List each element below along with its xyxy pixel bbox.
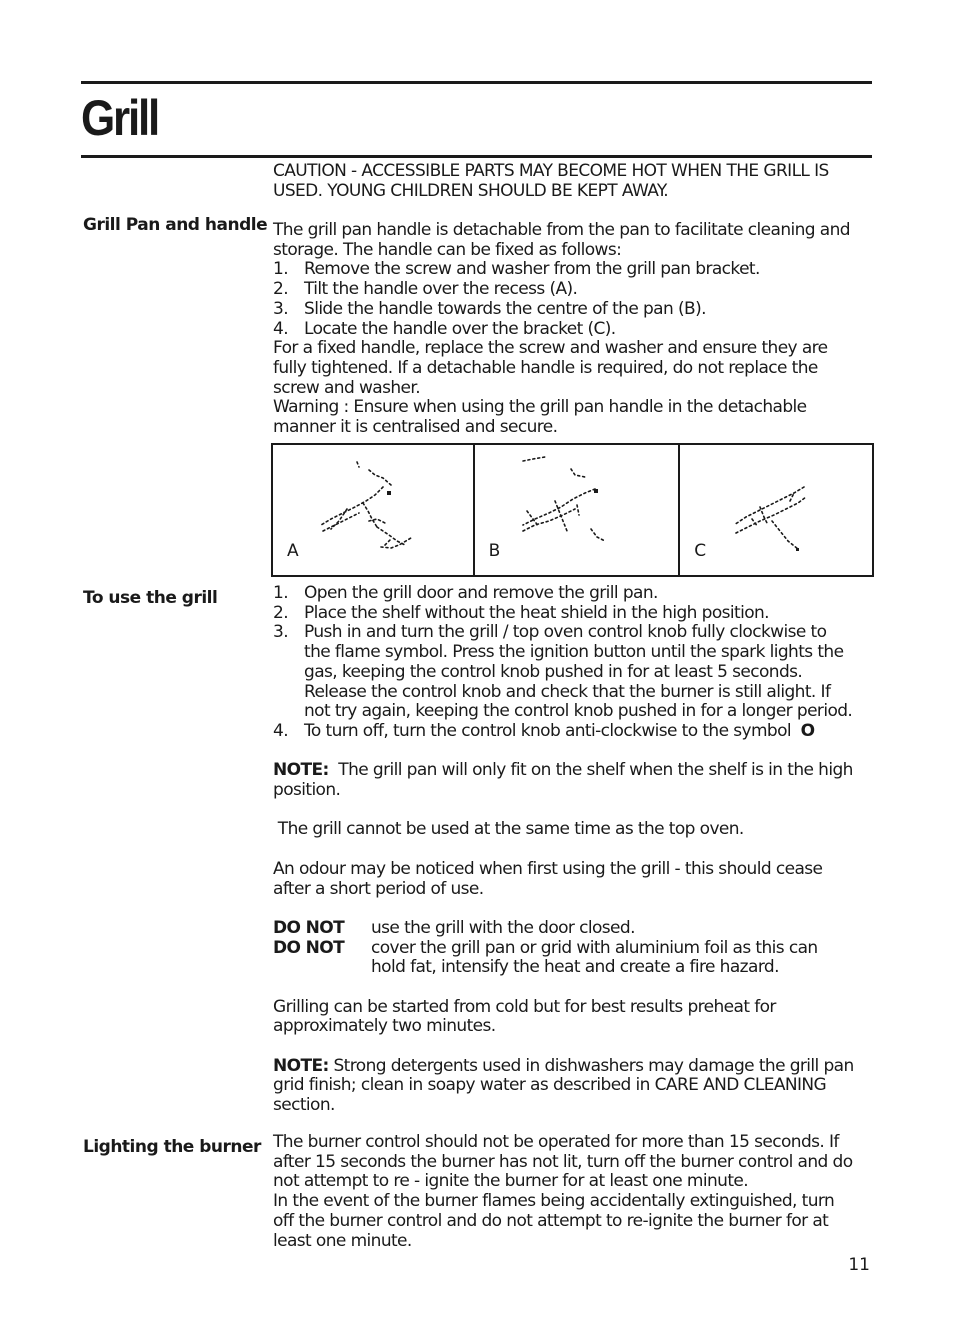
figure-c [678, 445, 872, 575]
intro-line: The grill pan handle is detachable from the pan to facilitate cleaning and [273, 220, 850, 240]
warning-line: Warning : Ensure when using the grill pan handle in the detachable [273, 397, 807, 418]
figure-label: C [694, 541, 707, 561]
list-text: Tilt the handle over the recess (A). [304, 279, 578, 300]
list-number: 1. [273, 583, 289, 603]
lighting-section [273, 1133, 873, 1251]
list-item [273, 320, 873, 340]
do-not-text: use the grill with the door closed. [371, 917, 635, 938]
section-heading-lighting: Lighting the burner [83, 1137, 261, 1157]
list-text: gas, keeping the control knob pushed in for at least 5 seconds. [304, 661, 803, 682]
list-number: 1. [273, 259, 289, 280]
list-text: Open the grill door and remove the grill pan. [304, 583, 658, 603]
list-number: 3. [273, 622, 289, 643]
list-number: 3. [273, 298, 289, 319]
lighting-text: In the event of the burner flames being accidentally extinguished, turn [273, 1191, 835, 1212]
note-label: NOTE: [273, 760, 329, 781]
grill-pan-section [273, 221, 873, 438]
figure-label: B [488, 541, 501, 561]
list-item [273, 722, 873, 742]
list-text: Slide the handle towards the centre of the pan (B). [304, 298, 706, 319]
lighting-text: after 15 seconds the burner has not lit, turn off the burner control and do [273, 1151, 853, 1172]
list-number: 4. [273, 318, 289, 339]
odour-text: An odour may be noticed when first using the grill - this should cease [273, 858, 823, 879]
caution-block [273, 162, 873, 201]
list-text: Push in and turn the grill / top oven control knob fully clockwise to [304, 622, 827, 643]
list-item [273, 280, 873, 300]
list-item [273, 300, 873, 320]
list-number: 2. [273, 602, 289, 623]
intro-line: storage. The handle can be fixed as follows: [273, 239, 622, 260]
section-heading-grill-pan: Grill Pan and handle [83, 215, 268, 235]
use-grill-section [273, 584, 873, 1116]
note-label: NOTE: [273, 1055, 329, 1076]
list-text: the flame symbol. Press the ignition button until the spark lights the [304, 642, 844, 663]
fixed-line: For a fixed handle, replace the screw and washer and ensure they are [273, 338, 828, 359]
page-title: Grill [81, 90, 159, 146]
preheat-text: approximately two minutes. [273, 1016, 496, 1037]
do-not-item [273, 919, 873, 939]
note-text: section. [273, 1095, 335, 1116]
top-rule [81, 81, 872, 84]
list-text: Release the control knob and check that the burner is still alight. If [304, 681, 831, 702]
figure-label: A [287, 541, 299, 561]
note-text: position. [273, 780, 341, 801]
grill-pan-handle-slide-diagram-icon [475, 445, 680, 575]
list-text: not try again, keeping the control knob pushed in for a longer period. [304, 701, 853, 722]
figure-b [473, 445, 679, 575]
handle-figure-strip [271, 443, 874, 577]
note-text: grid finish; clean in soapy water as described in CARE AND CLEANING [273, 1075, 827, 1096]
list-item [273, 260, 873, 280]
grill-pan-handle-tilt-diagram-icon [273, 445, 474, 575]
list-text: To turn off, turn the control knob anti-clockwise to the symbol [304, 720, 801, 741]
list-item [273, 584, 873, 604]
preheat-text: Grilling can be started from cold but for best results preheat for [273, 996, 776, 1017]
lighting-text: least one minute. [273, 1230, 412, 1251]
list-number: 2. [273, 279, 289, 300]
do-not-text: hold fat, intensify the heat and create a fire hazard. [371, 957, 779, 978]
figure-a [273, 445, 473, 575]
fixed-line: fully tightened. If a detachable handle is required, do not replace the [273, 357, 818, 378]
do-not-label: DO NOT [273, 917, 345, 938]
section-heading-use-grill: To use the grill [83, 588, 218, 608]
list-text: Locate the handle over the bracket (C). [304, 318, 616, 339]
page-number: 11 [848, 1255, 870, 1275]
lighting-text: not attempt to re - ignite the burner for at least one minute. [273, 1171, 749, 1192]
title-underline [81, 155, 872, 158]
fixed-line: screw and washer. [273, 377, 421, 398]
lighting-text: The burner control should not be operated for more than 15 seconds. If [273, 1132, 839, 1152]
top-oven-text: The grill cannot be used at the same time as the top oven. [273, 819, 744, 840]
list-item [273, 623, 873, 722]
note-text: The grill pan will only fit on the shelf when the shelf is in the high [328, 760, 853, 781]
odour-text: after a short period of use. [273, 878, 484, 899]
do-not-item [273, 939, 873, 978]
list-text: Remove the screw and washer from the grill pan bracket. [304, 259, 760, 280]
do-not-text: cover the grill pan or grid with aluminium foil as this can [371, 937, 818, 958]
caution-line: USED. YOUNG CHILDREN SHOULD BE KEPT AWAY. [273, 180, 669, 201]
caution-line: CAUTION - ACCESSIBLE PARTS MAY BECOME HOT WHEN THE GRILL IS [273, 161, 829, 181]
list-number: 4. [273, 720, 289, 741]
lighting-text: off the burner control and do not attempt to re-ignite the burner for at [273, 1210, 829, 1231]
grill-pan-handle-locate-diagram-icon [680, 445, 873, 575]
do-not-label: DO NOT [273, 937, 345, 958]
off-symbol: O [800, 720, 815, 741]
note-text: Strong detergents used in dishwashers may damage the grill pan [328, 1055, 854, 1076]
warning-line: manner it is centralised and secure. [273, 417, 558, 438]
list-item [273, 604, 873, 624]
list-text: Place the shelf without the heat shield in the high position. [304, 602, 769, 623]
